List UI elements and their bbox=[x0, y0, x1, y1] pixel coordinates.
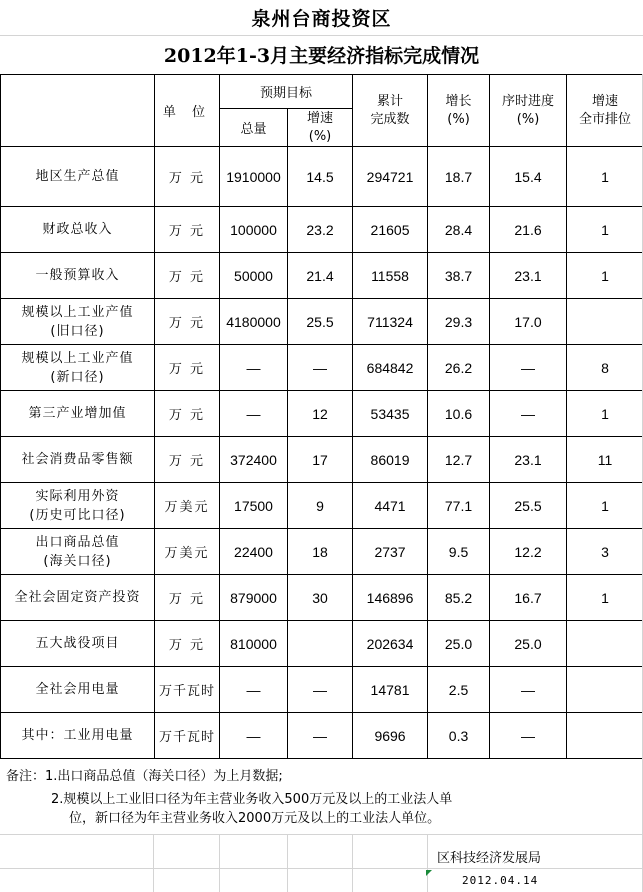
row-target-growth-cell[interactable] bbox=[288, 621, 353, 667]
row-rank: 1 bbox=[601, 405, 609, 422]
row-growth-cell[interactable] bbox=[428, 345, 490, 391]
row-target-total-cell[interactable] bbox=[220, 713, 288, 759]
row-cumulative: 86019 bbox=[370, 451, 410, 468]
row-growth-cell[interactable] bbox=[428, 253, 490, 299]
row-progress: 12.2 bbox=[514, 543, 542, 560]
row-cumulative-cell[interactable] bbox=[353, 667, 428, 713]
row-target-growth: 25.5 bbox=[306, 313, 334, 330]
row-name-cell[interactable] bbox=[1, 621, 155, 667]
row-progress-cell[interactable] bbox=[490, 391, 567, 437]
row-target-total: — bbox=[246, 681, 261, 698]
header-progress[interactable] bbox=[490, 75, 567, 147]
row-cumulative-cell[interactable] bbox=[353, 575, 428, 621]
table-row bbox=[1, 253, 643, 299]
row-growth: 25.0 bbox=[444, 635, 473, 652]
row-name-cell[interactable] bbox=[1, 483, 155, 529]
row-growth: 38.7 bbox=[444, 267, 473, 284]
row-rank: 1 bbox=[601, 267, 609, 284]
row-growth-cell[interactable] bbox=[428, 621, 490, 667]
header-target-growth-label: 增速 (%) bbox=[307, 110, 334, 144]
row-target-total-cell[interactable] bbox=[220, 621, 288, 667]
footer-date: 2012.04.14 bbox=[462, 874, 539, 887]
row-rank-cell[interactable] bbox=[567, 253, 643, 299]
row-progress-cell[interactable] bbox=[490, 529, 567, 575]
header-unit-label: 单 位 bbox=[162, 105, 212, 120]
row-cumulative: 4471 bbox=[374, 497, 406, 514]
row-target-total: — bbox=[246, 359, 261, 376]
row-target-growth-cell[interactable] bbox=[288, 667, 353, 713]
row-name-cell[interactable] bbox=[1, 345, 155, 391]
row-target-growth-cell[interactable] bbox=[288, 345, 353, 391]
row-unit: 万 元 bbox=[168, 408, 206, 423]
row-growth-cell[interactable] bbox=[428, 483, 490, 529]
row-progress: 25.5 bbox=[514, 497, 542, 514]
gridline bbox=[287, 834, 288, 892]
row-cumulative: 146896 bbox=[366, 589, 414, 606]
row-target-growth: — bbox=[313, 681, 327, 698]
row-growth: 26.2 bbox=[444, 359, 473, 376]
row-target-total-cell[interactable] bbox=[220, 575, 288, 621]
row-target-growth-cell[interactable] bbox=[288, 207, 353, 253]
row-name-cell[interactable] bbox=[1, 575, 155, 621]
row-cumulative-cell[interactable] bbox=[353, 253, 428, 299]
row-rank: 1 bbox=[601, 497, 609, 514]
row-growth: 85.2 bbox=[444, 589, 473, 606]
row-name: 规模以上工业产值 (新口径) bbox=[21, 350, 134, 385]
row-rank-cell[interactable] bbox=[567, 147, 643, 207]
row-target-total: 22400 bbox=[234, 543, 273, 560]
row-target-growth-cell[interactable] bbox=[288, 299, 353, 345]
row-progress-cell[interactable] bbox=[490, 207, 567, 253]
row-rank-cell[interactable] bbox=[567, 345, 643, 391]
row-target-growth: — bbox=[313, 359, 327, 376]
row-growth: 77.1 bbox=[444, 497, 473, 514]
row-cumulative: 9696 bbox=[374, 727, 406, 744]
header-growth[interactable] bbox=[428, 75, 490, 147]
row-unit-cell[interactable] bbox=[155, 253, 220, 299]
note-line-2: 2.规模以上工业旧口径为年主营业务收入500万元及以上的工业法人单 bbox=[51, 792, 453, 807]
row-target-total-cell[interactable] bbox=[220, 437, 288, 483]
note-line-1: 备注：1.出口商品总值（海关口径）为上月数据; bbox=[6, 769, 283, 784]
header-target-group[interactable]: 预期目标 bbox=[220, 75, 353, 109]
row-progress: 15.4 bbox=[514, 168, 542, 185]
table-row bbox=[1, 575, 643, 621]
row-name-cell[interactable] bbox=[1, 713, 155, 759]
row-rank: 1 bbox=[601, 221, 609, 238]
row-name: 财政总收入 bbox=[42, 222, 113, 237]
row-rank-cell[interactable] bbox=[567, 667, 643, 713]
row-target-total: 100000 bbox=[230, 221, 277, 238]
row-cumulative-cell[interactable] bbox=[353, 391, 428, 437]
row-growth-cell[interactable] bbox=[428, 299, 490, 345]
header-progress-label: 序时进度 (%) bbox=[502, 93, 555, 127]
row-growth-cell[interactable] bbox=[428, 437, 490, 483]
row-name: 地区生产总值 bbox=[35, 169, 120, 184]
row-unit-cell[interactable] bbox=[155, 437, 220, 483]
row-unit: 万 元 bbox=[168, 638, 206, 653]
row-cumulative: 14781 bbox=[370, 681, 410, 698]
row-target-total-cell[interactable] bbox=[220, 529, 288, 575]
row-cumulative: 53435 bbox=[370, 405, 410, 422]
header-city-rank-label: 增速 全市排位 bbox=[579, 93, 632, 127]
row-rank-cell[interactable] bbox=[567, 483, 643, 529]
row-progress: 25.0 bbox=[514, 635, 542, 652]
row-target-total: — bbox=[246, 727, 261, 744]
table-row bbox=[1, 621, 643, 667]
row-progress: 16.7 bbox=[514, 589, 542, 606]
row-unit-cell[interactable] bbox=[155, 147, 220, 207]
row-progress-cell[interactable] bbox=[490, 483, 567, 529]
row-rank: 1 bbox=[601, 168, 609, 185]
row-unit: 万 元 bbox=[168, 316, 206, 331]
row-growth-cell[interactable] bbox=[428, 575, 490, 621]
row-cumulative-cell[interactable] bbox=[353, 713, 428, 759]
row-cumulative: 21605 bbox=[370, 221, 410, 238]
row-cumulative-cell[interactable] bbox=[353, 621, 428, 667]
row-name: 全社会固定资产投资 bbox=[14, 590, 141, 605]
row-progress-cell[interactable] bbox=[490, 299, 567, 345]
row-target-total: 50000 bbox=[234, 267, 273, 284]
row-cumulative: 294721 bbox=[366, 168, 414, 185]
row-unit: 万 元 bbox=[168, 171, 206, 186]
row-target-total: 1910000 bbox=[226, 168, 281, 185]
table-row bbox=[1, 207, 643, 253]
row-cumulative-cell[interactable] bbox=[353, 345, 428, 391]
row-name-cell[interactable] bbox=[1, 529, 155, 575]
row-rank-cell[interactable] bbox=[567, 207, 643, 253]
row-target-growth-cell[interactable] bbox=[288, 147, 353, 207]
row-unit-cell[interactable] bbox=[155, 299, 220, 345]
header-cumulative-label: 累计 完成数 bbox=[370, 93, 410, 127]
row-progress-cell[interactable] bbox=[490, 621, 567, 667]
row-name-cell[interactable] bbox=[1, 391, 155, 437]
row-unit-cell[interactable] bbox=[155, 391, 220, 437]
table-row bbox=[1, 437, 643, 483]
header-cumulative[interactable] bbox=[353, 75, 428, 147]
row-growth: 12.7 bbox=[444, 451, 473, 468]
row-progress: — bbox=[521, 681, 536, 698]
gridline bbox=[427, 834, 428, 892]
row-target-total: — bbox=[246, 405, 261, 422]
row-unit: 万 元 bbox=[168, 592, 206, 607]
row-target-total: 810000 bbox=[230, 635, 277, 652]
row-target-growth-cell[interactable] bbox=[288, 483, 353, 529]
row-name-cell[interactable] bbox=[1, 207, 155, 253]
row-rank-cell[interactable] bbox=[567, 299, 643, 345]
row-rank-cell[interactable] bbox=[567, 529, 643, 575]
row-unit-cell[interactable] bbox=[155, 575, 220, 621]
header-target-total[interactable]: 总量 bbox=[220, 109, 288, 147]
table-row bbox=[1, 345, 643, 391]
row-unit-cell[interactable] bbox=[155, 621, 220, 667]
row-growth-cell[interactable] bbox=[428, 391, 490, 437]
row-target-growth-cell[interactable] bbox=[288, 529, 353, 575]
row-unit-cell[interactable] bbox=[155, 345, 220, 391]
row-progress-cell[interactable] bbox=[490, 575, 567, 621]
table-row bbox=[1, 713, 643, 759]
row-name-cell[interactable] bbox=[1, 147, 155, 207]
row-name: 实际利用外资 (历史可比口径) bbox=[29, 488, 126, 523]
row-growth: 10.6 bbox=[444, 405, 473, 422]
row-name: 全社会用电量 bbox=[35, 682, 120, 697]
row-rank-cell[interactable] bbox=[567, 391, 643, 437]
row-progress: — bbox=[521, 405, 536, 422]
row-target-total: 372400 bbox=[230, 451, 277, 468]
row-cumulative: 2737 bbox=[374, 543, 406, 560]
row-target-growth: — bbox=[313, 727, 327, 744]
row-target-growth: 9 bbox=[316, 497, 324, 514]
row-target-total: 17500 bbox=[234, 497, 273, 514]
row-cumulative-cell[interactable] bbox=[353, 299, 428, 345]
row-unit-cell[interactable] bbox=[155, 207, 220, 253]
row-progress-cell[interactable] bbox=[490, 345, 567, 391]
row-cumulative-cell[interactable] bbox=[353, 483, 428, 529]
row-name-cell[interactable] bbox=[1, 299, 155, 345]
row-target-total-cell[interactable] bbox=[220, 391, 288, 437]
row-target-growth: 30 bbox=[312, 589, 328, 606]
row-progress-cell[interactable] bbox=[490, 667, 567, 713]
row-target-total-cell[interactable] bbox=[220, 667, 288, 713]
row-growth: 2.5 bbox=[448, 681, 469, 698]
table-row bbox=[1, 299, 643, 345]
row-target-total-cell[interactable] bbox=[220, 207, 288, 253]
row-unit: 万 元 bbox=[168, 454, 206, 469]
row-name-cell[interactable] bbox=[1, 667, 155, 713]
row-rank: 8 bbox=[601, 359, 609, 376]
row-name: 第三产业增加值 bbox=[28, 406, 127, 421]
page-title: 泉州台商投资区 bbox=[251, 8, 392, 30]
row-growth-cell[interactable] bbox=[428, 147, 490, 207]
gridline bbox=[153, 834, 154, 892]
row-growth-cell[interactable] bbox=[428, 667, 490, 713]
row-target-total-cell[interactable] bbox=[220, 483, 288, 529]
row-growth: 0.3 bbox=[448, 727, 469, 744]
row-cumulative-cell[interactable] bbox=[353, 147, 428, 207]
footer-organization: 区科技经济发展局 bbox=[437, 851, 542, 866]
row-unit: 万 元 bbox=[168, 224, 206, 239]
header-unit[interactable] bbox=[155, 75, 220, 147]
row-target-total-cell[interactable] bbox=[220, 345, 288, 391]
indicator-table bbox=[0, 74, 643, 759]
table-row bbox=[1, 483, 643, 529]
table-row bbox=[1, 147, 643, 207]
row-target-growth-cell[interactable] bbox=[288, 391, 353, 437]
row-progress: 23.1 bbox=[514, 451, 542, 468]
row-target-total: 4180000 bbox=[226, 313, 281, 330]
row-cumulative-cell[interactable] bbox=[353, 529, 428, 575]
row-growth: 9.5 bbox=[448, 543, 469, 560]
row-growth: 28.4 bbox=[444, 221, 473, 238]
row-growth-cell[interactable] bbox=[428, 713, 490, 759]
row-name: 社会消费品零售额 bbox=[21, 452, 134, 467]
row-rank-cell[interactable] bbox=[567, 575, 643, 621]
row-unit: 万 元 bbox=[168, 270, 206, 285]
row-target-growth: 18 bbox=[312, 543, 328, 560]
row-rank-cell[interactable] bbox=[567, 713, 643, 759]
row-name-cell[interactable] bbox=[1, 253, 155, 299]
row-growth-cell[interactable] bbox=[428, 529, 490, 575]
table-row bbox=[1, 667, 643, 713]
row-progress: — bbox=[521, 727, 536, 744]
row-progress-cell[interactable] bbox=[490, 713, 567, 759]
row-target-growth: 14.5 bbox=[306, 168, 334, 185]
row-growth: 29.3 bbox=[444, 313, 473, 330]
row-progress: 17.0 bbox=[514, 313, 542, 330]
header-target-growth[interactable] bbox=[288, 109, 353, 147]
header-city-rank[interactable] bbox=[567, 75, 643, 147]
row-cumulative-cell[interactable] bbox=[353, 437, 428, 483]
row-rank: 11 bbox=[597, 451, 613, 468]
row-unit: 万千瓦时 bbox=[158, 684, 215, 699]
row-name: 规模以上工业产值 (旧口径) bbox=[21, 304, 134, 339]
row-unit: 万美元 bbox=[164, 546, 210, 561]
row-unit-cell[interactable] bbox=[155, 713, 220, 759]
gridline bbox=[0, 868, 643, 869]
row-target-growth-cell[interactable] bbox=[288, 437, 353, 483]
row-progress: 21.6 bbox=[514, 221, 542, 238]
row-target-growth-cell[interactable] bbox=[288, 253, 353, 299]
row-target-total: 879000 bbox=[230, 589, 277, 606]
row-unit: 万 元 bbox=[168, 362, 206, 377]
row-progress-cell[interactable] bbox=[490, 437, 567, 483]
row-name-cell[interactable] bbox=[1, 437, 155, 483]
row-unit-cell[interactable] bbox=[155, 529, 220, 575]
row-progress-cell[interactable] bbox=[490, 253, 567, 299]
row-cumulative: 684842 bbox=[366, 359, 414, 376]
row-rank-cell[interactable] bbox=[567, 437, 643, 483]
row-name: 出口商品总值 (海关口径) bbox=[35, 534, 120, 569]
page-subtitle: 2012年1-3月主要经济指标完成情况 bbox=[163, 45, 480, 67]
row-progress-cell[interactable] bbox=[490, 147, 567, 207]
row-cumulative: 711324 bbox=[367, 313, 413, 330]
row-unit: 万美元 bbox=[164, 500, 210, 515]
title-divider bbox=[0, 35, 643, 36]
row-target-total-cell[interactable] bbox=[220, 253, 288, 299]
row-progress: — bbox=[521, 359, 536, 376]
gridline bbox=[219, 834, 220, 892]
note-line-3: 位，新口径为年主营业务收入2000万元及以上的工业法人单位。 bbox=[69, 811, 441, 826]
row-cumulative-cell[interactable] bbox=[353, 207, 428, 253]
row-rank: 1 bbox=[601, 589, 609, 606]
row-unit-cell[interactable] bbox=[155, 483, 220, 529]
row-growth-cell[interactable] bbox=[428, 207, 490, 253]
row-target-growth: 21.4 bbox=[306, 267, 334, 284]
row-target-growth: 23.2 bbox=[306, 221, 334, 238]
row-target-growth: 12 bbox=[312, 405, 328, 422]
row-target-growth-cell[interactable] bbox=[288, 575, 353, 621]
row-target-growth-cell[interactable] bbox=[288, 713, 353, 759]
table-row bbox=[1, 391, 643, 437]
row-name: 五大战役项目 bbox=[35, 636, 120, 651]
gridline bbox=[352, 834, 353, 892]
header-indicator-cell[interactable] bbox=[1, 75, 155, 147]
row-target-total-cell[interactable] bbox=[220, 147, 288, 207]
row-rank: 3 bbox=[601, 543, 609, 560]
header-growth-label: 增长 (%) bbox=[445, 93, 472, 127]
table-row bbox=[1, 529, 643, 575]
row-target-growth: 17 bbox=[312, 451, 328, 468]
row-name: 其中：工业用电量 bbox=[21, 728, 134, 743]
row-unit-cell[interactable] bbox=[155, 667, 220, 713]
row-cumulative: 11558 bbox=[371, 267, 409, 284]
cell-comment-marker-icon bbox=[426, 870, 432, 876]
row-cumulative: 202634 bbox=[366, 635, 414, 652]
row-unit: 万千瓦时 bbox=[158, 730, 215, 745]
row-target-total-cell[interactable] bbox=[220, 299, 288, 345]
row-rank-cell[interactable] bbox=[567, 621, 643, 667]
row-name: 一般预算收入 bbox=[35, 268, 120, 283]
row-growth: 18.7 bbox=[444, 168, 473, 185]
row-progress: 23.1 bbox=[514, 267, 542, 284]
gridline bbox=[0, 834, 643, 835]
